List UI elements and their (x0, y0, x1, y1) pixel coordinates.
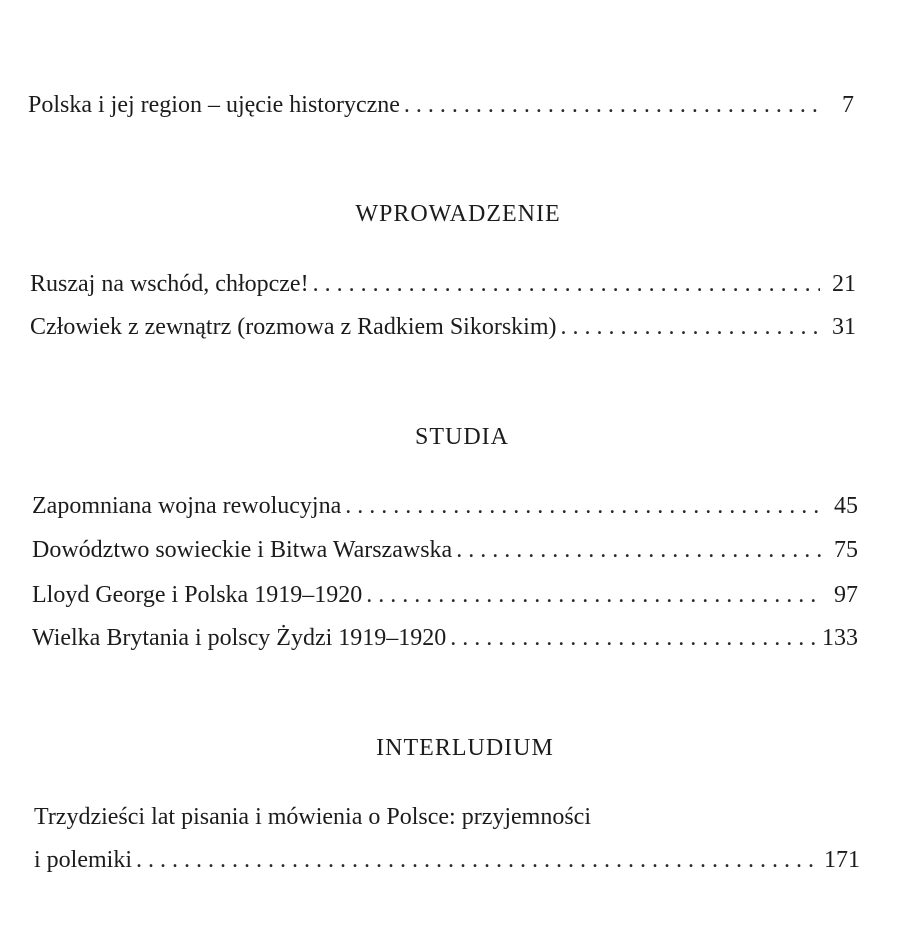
toc-entry-intro (28, 90, 854, 120)
toc-entry-title: Lloyd George i Polska 1919–1920 (32, 582, 363, 608)
dot-leader (313, 269, 820, 299)
dot-leader (456, 535, 822, 565)
toc-entry-page: 31 (832, 314, 856, 340)
dot-leader (450, 623, 816, 653)
toc-entry-page: 45 (834, 493, 858, 519)
toc-entry-page: 133 (822, 625, 858, 651)
dot-leader (345, 491, 822, 521)
toc-entry-title-line1: Trzydzieści lat pisania i mówienia o Polsce: przyjemności (34, 804, 591, 830)
toc-entry (32, 535, 858, 565)
toc-entry-page: 75 (834, 537, 858, 563)
toc-entry-title-line2: i polemiki (34, 847, 132, 873)
toc-entry-title: Dowództwo sowieckie i Bitwa Warszawska (32, 537, 453, 563)
section-heading-interludium: INTERLUDIUM (376, 735, 554, 761)
dot-leader (366, 580, 822, 610)
dot-leader (404, 90, 818, 120)
toc-entry-title: Polska i jej region – ujęcie historyczne (28, 92, 400, 118)
toc-entry-title: Człowiek z zewnątrz (rozmowa z Radkiem Sikorskim) (30, 314, 557, 340)
toc-entry (30, 312, 856, 342)
toc-entry (30, 269, 856, 299)
section-heading-studia: STUDIA (415, 424, 509, 450)
toc-entry (32, 491, 858, 521)
toc-entry-page: 7 (842, 92, 854, 118)
toc-entry-title: Wielka Brytania i polscy Żydzi 1919–1920 (32, 625, 447, 651)
toc-entry (32, 580, 858, 610)
toc-entry (34, 845, 860, 875)
toc-entry-title: Ruszaj na wschód, chłopcze! (30, 271, 309, 297)
toc-entry-page: 97 (834, 582, 858, 608)
toc-entry-page: 21 (832, 271, 856, 297)
dot-leader (136, 845, 818, 875)
toc-entry-title: Zapomniana wojna rewolucyjna (32, 493, 342, 519)
toc-entry (32, 623, 858, 653)
section-heading-wprowadzenie: WPROWADZENIE (355, 201, 561, 227)
toc-entry-page: 171 (824, 847, 860, 873)
dot-leader (561, 312, 821, 342)
